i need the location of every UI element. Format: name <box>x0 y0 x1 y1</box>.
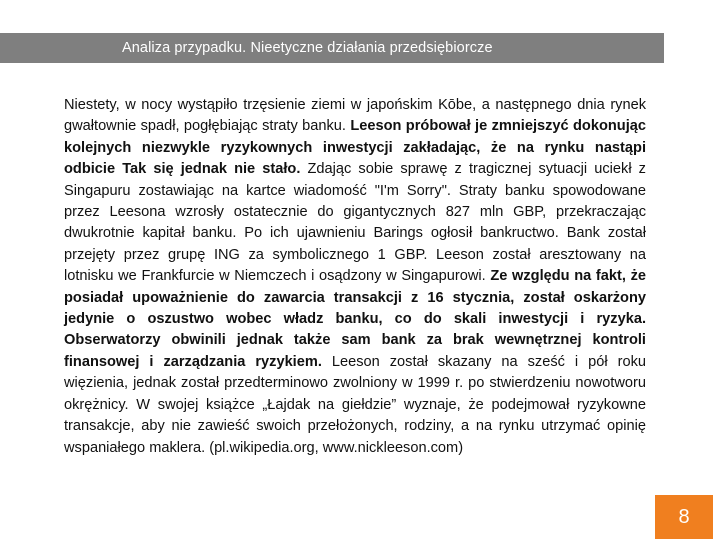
text-run-bold: Leeson próbował je zmniejszyć dokonując kolejnych niezwykle ryzykownych inwestycji zakładając, że na rynku nastąpi odbicie Tak się jednak nie stało. <box>64 118 646 178</box>
text-run: Zdając sobie sprawę z tragicznej sytuacji uciekł z Singapuru zostawiając na kartce wiadomość "I'm Sorry". Straty banku spowodowane przez Leesona wzrosły ostatecznie do gigantycznych 827 mln GBP, przekraczając dwukrotnie kapitał banku. Po ich ujawnieniu Barings ogłosił bankructwo. Bank został przejęty przez grupę ING za symbolicznego 1 GBP. Leeson został aresztowany na lotnisku we Frankfurcie w Niemczech i osądzony w Singapurowi. <box>64 161 646 285</box>
text-run: Niestety, w nocy wystąpiło trzęsienie ziemi w japońskim Kōbe, a następnego dnia rynek gwałtownie spadł, pogłębiając straty banku. <box>64 97 646 135</box>
body-paragraph <box>64 95 646 459</box>
slide-title: Analiza przypadku. Nieetyczne działania przedsiębiorcze <box>122 40 493 56</box>
page-number: 8 <box>678 505 690 528</box>
text-run: Leeson został skazany na sześć i pół roku więzienia, jednak został przedterminowo zwolniony w 1999 r. po stwierdzeniu nowotworu okrężnicy. W swojej książce „Łajdak na giełdzie” wyznaje, że podejmował ryzykowne transakcje, aby nie zawieść swoich przełożonych, rodziny, a na rynku utrzymać opinię wspaniałego maklera. (pl.wikipedia.org, www.nickleeson.com) <box>64 353 646 456</box>
page-number-badge <box>655 495 713 539</box>
text-run-bold: Ze względu na fakt, że posiadał upoważnienie do zawarcia transakcji z 16 stycznia, został oskarżony jedynie o oszustwo wobec władz banku, co do skali inwestycji i ryzyka. Obserwatorzy obwinili jednak także sam bank za brak wewnętrznej kontroli finansowej i zarządzania ryzykiem. <box>64 268 646 370</box>
title-bar <box>0 33 664 63</box>
